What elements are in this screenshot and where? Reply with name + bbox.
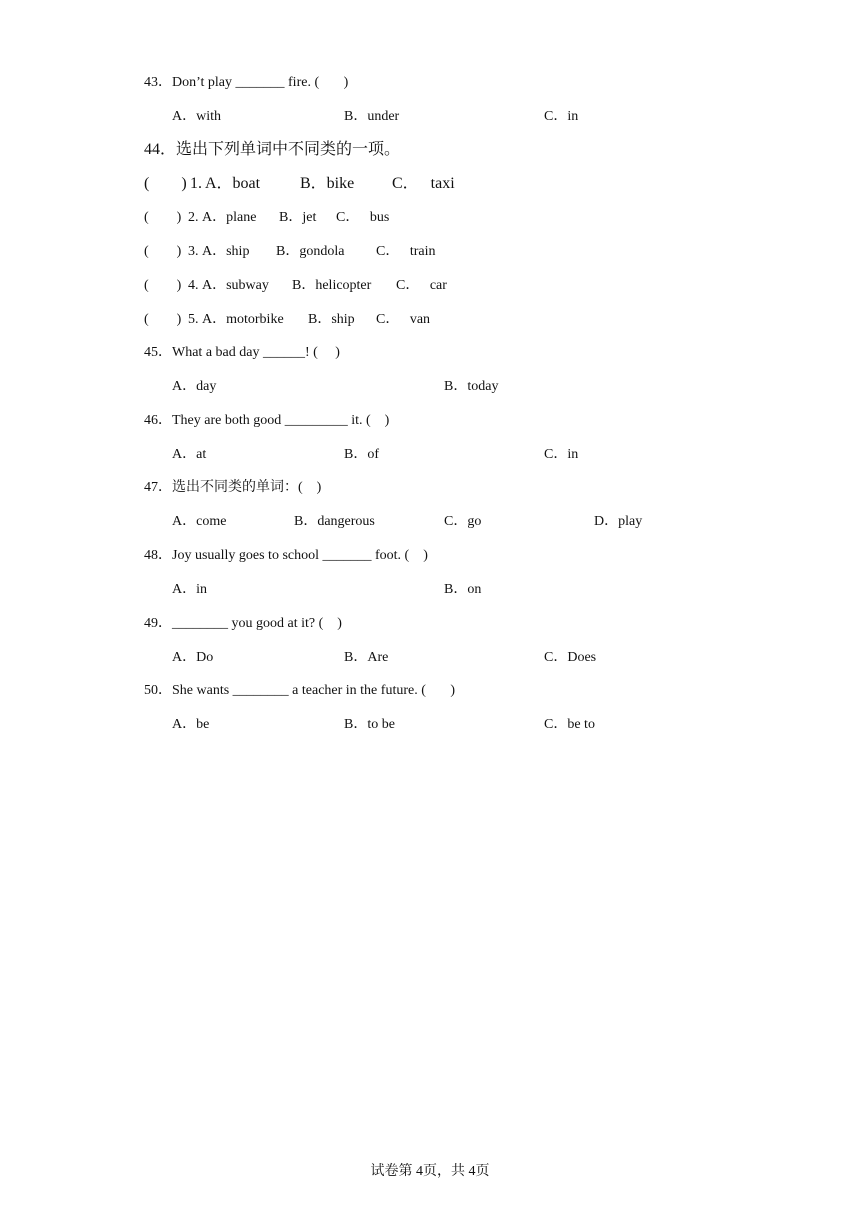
question-47-stem: 47．选出不同类的单词：( ) — [144, 480, 322, 495]
question-45-stem: 45．What a bad day ______! ( ) — [144, 345, 340, 360]
q43-option-a: A．with — [172, 109, 221, 124]
q47-option-b: B．dangerous — [294, 514, 375, 529]
q44-item-3-option-c: C． train — [376, 244, 436, 259]
question-44-stem: 44．选出下列单词中不同类的一项。 — [144, 141, 401, 158]
q50-option-b: B．to be — [344, 717, 395, 732]
q45-option-a: A．day — [172, 379, 217, 394]
question-46-stem: 46．They are both good _________ it. ( ) — [144, 413, 390, 428]
q44-item-3-option-a: A．ship — [202, 244, 250, 259]
q44-item-4-option-a: A．subway — [202, 278, 269, 293]
q44-item-5-paren: ( ) — [144, 312, 182, 327]
q44-item-4-option-c: C． car — [396, 278, 447, 293]
question-48-stem: 48．Joy usually goes to school _______ foot. ( ) — [144, 548, 428, 563]
q44-item-3-option-b: B．gondola — [276, 244, 345, 259]
q45-option-b: B．today — [444, 379, 499, 394]
q44-item-2-option-c: C． bus — [336, 210, 390, 225]
q46-option-a: A．at — [172, 447, 207, 462]
q50-option-a: A．be — [172, 717, 210, 732]
q46-option-b: B．of — [344, 447, 379, 462]
q44-item-5-option-a: A．motorbike — [202, 312, 284, 327]
q43-option-b: B．under — [344, 109, 400, 124]
q47-option-a: A．come — [172, 514, 227, 529]
q48-option-a: A．in — [172, 582, 207, 597]
q44-item-4-paren: ( ) — [144, 278, 182, 293]
question-43-stem: 43．Don’t play _______ fire. ( ) — [144, 75, 349, 90]
q47-option-d: D．play — [594, 514, 643, 529]
q44-item-3-paren: ( ) — [144, 244, 182, 259]
q44-item-3-num: 3. — [188, 244, 199, 259]
q44-item-2-num: 2. — [188, 210, 199, 225]
q44-item-4-option-b: B．helicopter — [292, 278, 372, 293]
q49-option-b: B．Are — [344, 650, 389, 665]
q46-option-c: C．in — [544, 447, 579, 462]
q44-item-2-paren: ( ) — [144, 210, 182, 225]
q50-option-c: C．be to — [544, 717, 595, 732]
q44-item-1-option-c: C． taxi — [392, 175, 455, 192]
q44-item-2-option-a: A．plane — [202, 210, 257, 225]
page-footer: 试卷第 4页，共 4页 — [370, 1164, 490, 1179]
q44-item-1-option-b: B．bike — [300, 175, 355, 192]
q44-item-5-option-b: B．ship — [308, 312, 355, 327]
q44-item-5-option-c: C． van — [376, 312, 431, 327]
q49-option-a: A．Do — [172, 650, 214, 665]
q44-item-1-num: 1. — [190, 175, 202, 192]
q48-option-b: B．on — [444, 582, 482, 597]
q44-item-2-option-b: B．jet — [279, 210, 317, 225]
q44-item-1-paren: ( ) — [144, 175, 187, 192]
q44-item-5-num: 5. — [188, 312, 199, 327]
question-49-stem: 49．________ you good at it? ( ) — [144, 616, 342, 631]
q44-item-4-num: 4. — [188, 278, 199, 293]
q47-option-c: C．go — [444, 514, 482, 529]
q44-item-1-option-a: A．boat — [205, 175, 261, 192]
q43-option-c: C．in — [544, 109, 579, 124]
question-50-stem: 50．She wants ________ a teacher in the future. ( ) — [144, 683, 456, 698]
q49-option-c: C．Does — [544, 650, 597, 665]
